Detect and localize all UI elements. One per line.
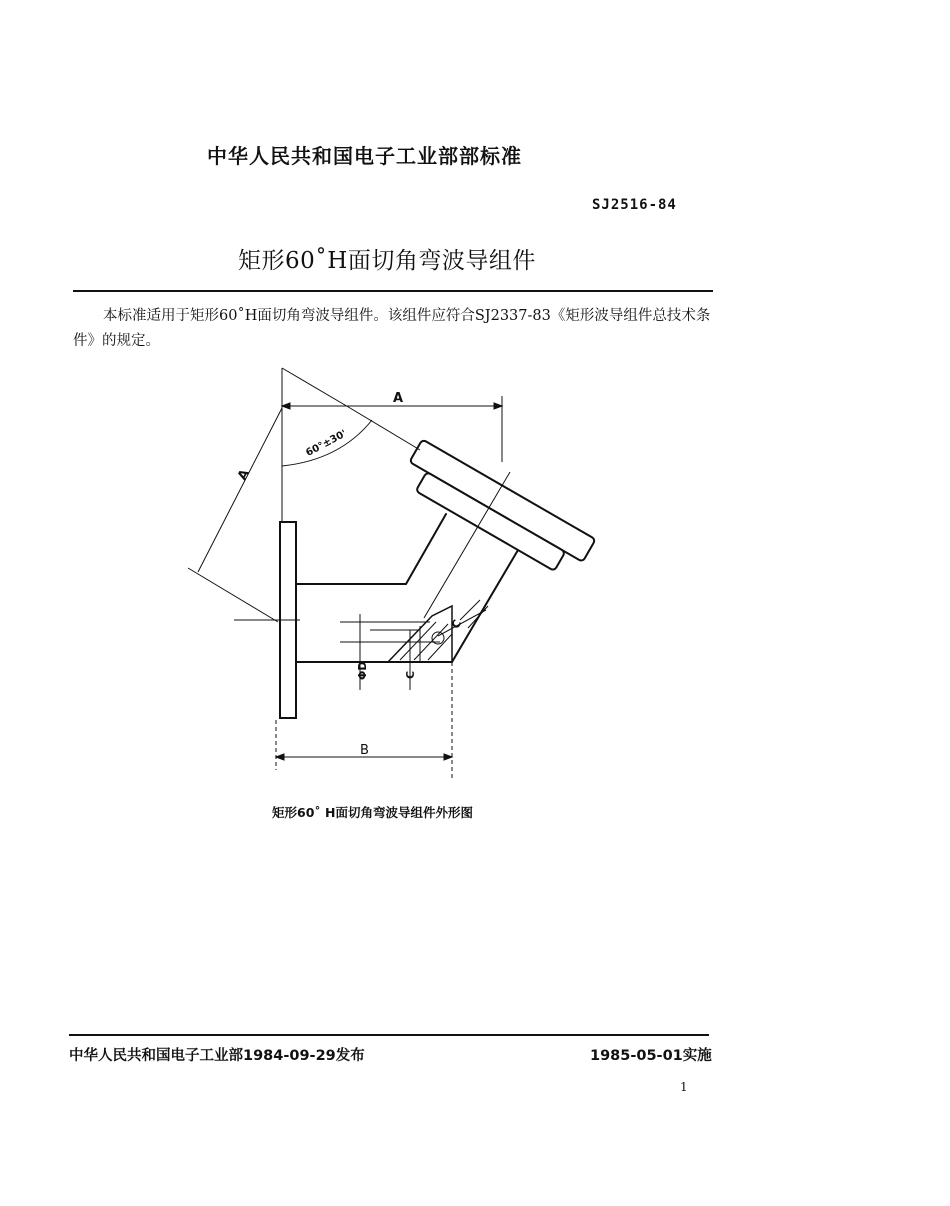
dim-phi-d-label: ΦD: [356, 661, 369, 680]
issue-date: 中华人民共和国电子工业部1984-09-29发布: [69, 1048, 365, 1064]
title-divider: [73, 290, 713, 292]
waveguide-outline-drawing: [170, 360, 610, 790]
dim-a-slant-line: [198, 408, 282, 572]
effective-date: 1985-05-01实施: [590, 1048, 712, 1064]
dim-c-bottom-label: C: [404, 670, 417, 679]
dim-a-top-label: A: [393, 391, 404, 406]
dim-c-slant-label: C: [448, 617, 465, 631]
waveguide-body: [296, 514, 518, 662]
dim-a-slant-label: A: [235, 467, 253, 484]
issuing-organization-header: 中华人民共和国电子工业部部标准: [207, 144, 522, 168]
dim-b-label: B: [360, 743, 369, 758]
scope-paragraph: 本标准适用于矩形60˚H面切角弯波导组件。该组件应符合SJ2337-83《矩形波导组件总技术条件》的规定。: [73, 308, 711, 349]
standard-code: SJ2516-84: [592, 197, 677, 213]
figure-caption: 矩形60˚ H面切角弯波导组件外形图: [272, 805, 473, 820]
footer-divider: [69, 1034, 709, 1036]
document-title: 矩形60˚H面切角弯波导组件: [238, 248, 536, 274]
page-number: 1: [680, 1080, 688, 1094]
angle-label: 60°±30': [304, 428, 349, 459]
